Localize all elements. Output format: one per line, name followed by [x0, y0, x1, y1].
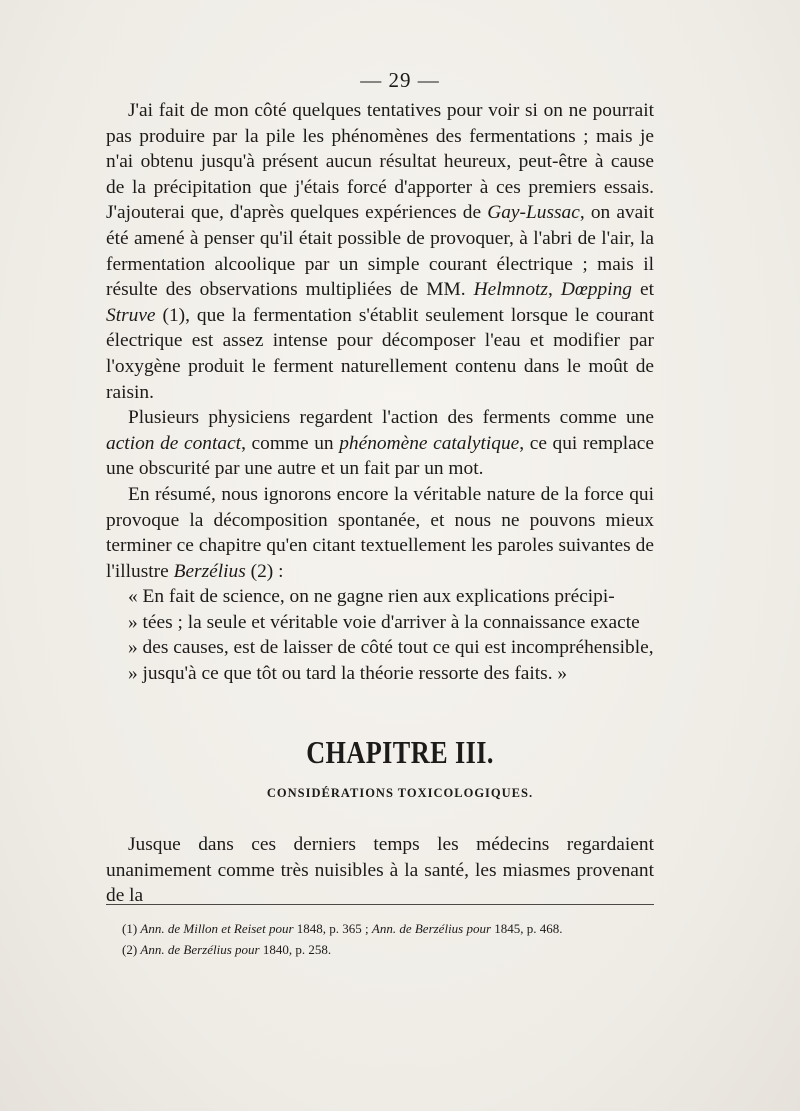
italic-name: Helmnotz [473, 279, 548, 301]
footnote: (1) Ann. de Millon et Reiset pour 1848, p. 365 ; Ann. de Berzélius pour 1845, p. 468. [122, 921, 563, 936]
quote-line: » jusqu'à ce que tôt ou tard la théorie ressorte des faits. » [128, 663, 568, 685]
paragraph: J'ai fait de mon côté quelques tentatives pour voir si on ne pourrait pas produire par la pile les phénomènes des fermentations ; mais je n'ai obtenu jusqu'à présent aucun résultat heureux, peut-être à cause de la précipitation que j'étais forcé d'apporter à ces premiers essais. J'ajouterai que, d'après quelques expériences de Gay-Lussac, on avait été amené à penser qu'il était possible de provoquer, à l'abri de l'air, la fermentation alcoolique par un simple courant électrique ; mais il résulte des observations multipliées de MM. Helmnotz, Dœpping et Struve (1), que la fermentation s'établit seulement lorsque le courant électrique est assez intense pour décomposer l'eau et modifier par l'oxygène produit le ferment naturellement contenu dans le moût de raisin. [106, 100, 655, 403]
italic-name: Berzélius [173, 560, 246, 582]
italic-name: Gay-Lussac [487, 202, 580, 224]
footnotes [122, 918, 662, 960]
chapter-text [106, 832, 654, 909]
paragraph: Jusque dans ces derniers temps les médecins regardaient unanimement comme très nuisibles à la santé, les miasmes provenant de la [106, 834, 654, 907]
italic-name: Struve [106, 304, 156, 326]
italic-name: Ann. de Berzélius pour [140, 942, 260, 957]
footnote: (2) Ann. de Berzélius pour 1840, p. 258. [122, 942, 332, 957]
footnote-divider [106, 904, 654, 905]
quote-line: » tées ; la seule et véritable voie d'arriver à la connaissance exacte [128, 611, 640, 633]
paragraph: En résumé, nous ignorons encore la véritable nature de la force qui provoque la décomposition spontanée, et nous ne pouvons mieux terminer ce chapitre qu'en citant textuellement les paroles suivantes de l'illustre Berzélius (2) : [106, 483, 654, 582]
italic-name: phénomène catalytique [339, 432, 520, 454]
italic-name: Ann. de Berzélius pour [371, 921, 492, 936]
quote-line: » des causes, est de laisser de côté tout ce qui est incompréhensible, [128, 637, 654, 659]
main-text [106, 98, 654, 687]
quote-line: « En fait de science, on ne gagne rien aux explications précipi- [128, 586, 615, 608]
italic-name: action de contact [106, 432, 242, 454]
italic-name: Ann. de Millon et Reiset pour [140, 921, 294, 936]
chapter-subtitle: CONSIDÉRATIONS TOXICOLOGIQUES. [266, 786, 534, 800]
page-number: — 29 — [360, 68, 440, 92]
paragraph: Plusieurs physiciens regardent l'action des ferments comme une action de contact, comme un phénomène catalytique, ce qui remplace une obscurité par une autre et un fait par un mot. [106, 407, 654, 480]
chapter-title: CHAPITRE III. [306, 734, 494, 770]
italic-name: Dœpping [560, 279, 632, 301]
